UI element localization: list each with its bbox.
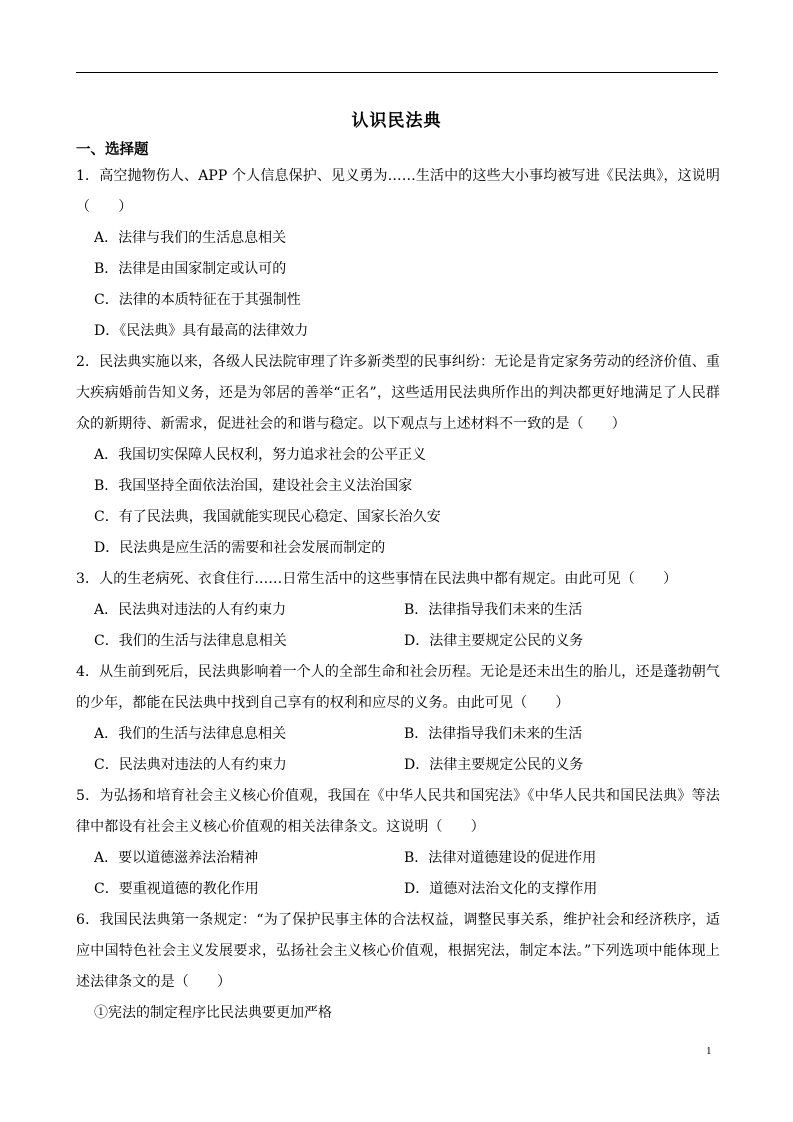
page-number: 1 xyxy=(706,1045,712,1057)
option-a: A．法律与我们的生活息息相关 xyxy=(94,230,287,246)
section-heading: 一、选择题 xyxy=(76,142,149,158)
option-d: D．民法典是应生活的需要和社会发展而制定的 xyxy=(94,540,386,556)
option-a: A．民法典对违法的人有约束力 xyxy=(94,602,287,618)
option-c: C．要重视道德的教化作用 xyxy=(94,881,259,897)
question-2 xyxy=(76,347,720,564)
question-stem: 1．高空抛物伤人、APP 个人信息保护、见义勇为……生活中的这些大小事均被写进《民法典》，这说明（ ） xyxy=(76,168,720,215)
question-4 xyxy=(76,657,720,781)
question-stem: 3．人的生老病死、衣食住行……日常生活中的这些事情在民法典中都有规定。由此可见（ ） xyxy=(76,571,678,587)
question-3 xyxy=(76,564,720,657)
option-a: A．要以道德滋养法治精神 xyxy=(94,850,259,866)
question-stem: 5．为弘扬和培育社会主义核心价值观，我国在《中华人民共和国宪法》《中华人民共和国民法典》等法律中都设有社会主义核心价值观的相关法律条文。这说明（ ） xyxy=(76,788,720,835)
option-d: D．法律主要规定公民的义务 xyxy=(404,757,584,773)
option-c: C．有了民法典，我国就能实现民心稳定、国家长治久安 xyxy=(94,509,441,525)
option-a: A．我们的生活与法律息息相关 xyxy=(94,726,287,742)
question-1 xyxy=(76,161,720,347)
question-5 xyxy=(76,781,720,905)
option-d: D．法律主要规定公民的义务 xyxy=(404,633,584,649)
option-d: D．《民法典》具有最高的法律效力 xyxy=(94,323,309,339)
question-stem: 2．民法典实施以来，各级人民法院审理了许多新类型的民事纠纷：无论是肯定家务劳动的经济价值、重大疾病婚前告知义务，还是为邻居的善举“正名”，这些适用民法典所作出的判决都更好地满足了人民群众的新期待、新需求，促进社会的和谐与稳定。以下观点与上述材料不一致的是（ ） xyxy=(76,354,720,432)
option-a: A．我国切实保障人民权利，努力追求社会的公平正义 xyxy=(94,447,427,463)
option-c: C．法律的本质特征在于其强制性 xyxy=(94,292,301,308)
header-rule xyxy=(76,72,718,73)
option-b: B．我国坚持全面依法治国，建设社会主义法治国家 xyxy=(94,478,413,494)
option-c: C．我们的生活与法律息息相关 xyxy=(94,633,287,649)
option-b: B．法律对道德建设的促进作用 xyxy=(404,850,597,866)
question-6 xyxy=(76,905,720,1029)
option-b: B．法律指导我们未来的生活 xyxy=(404,602,583,618)
question-stem: 4．从生前到死后，民法典影响着一个人的全部生命和社会历程。无论是还未出生的胎儿，还是蓬勃朝气的少年，都能在民法典中找到自己享有的权利和应尽的义务。由此可见（ ） xyxy=(76,664,720,711)
option-d: D．道德对法治文化的支撑作用 xyxy=(404,881,598,897)
numbered-statement: ①宪法的制定程序比民法典要更加严格 xyxy=(94,1005,332,1021)
question-list xyxy=(76,161,720,1029)
page-title: 认识民法典 xyxy=(351,111,442,131)
option-c: C．民法典对违法的人有约束力 xyxy=(94,757,287,773)
option-b: B．法律指导我们未来的生活 xyxy=(404,726,583,742)
question-stem: 6．我国民法典第一条规定：“为了保护民事主体的合法权益，调整民事关系，维护社会和经济秩序，适应中国特色社会主义发展要求，弘扬社会主义核心价值观，根据宪法，制定本法。”下列选项中能体现上述法律条文的是（ ） xyxy=(76,912,720,990)
option-b: B．法律是由国家制定或认可的 xyxy=(94,261,287,277)
